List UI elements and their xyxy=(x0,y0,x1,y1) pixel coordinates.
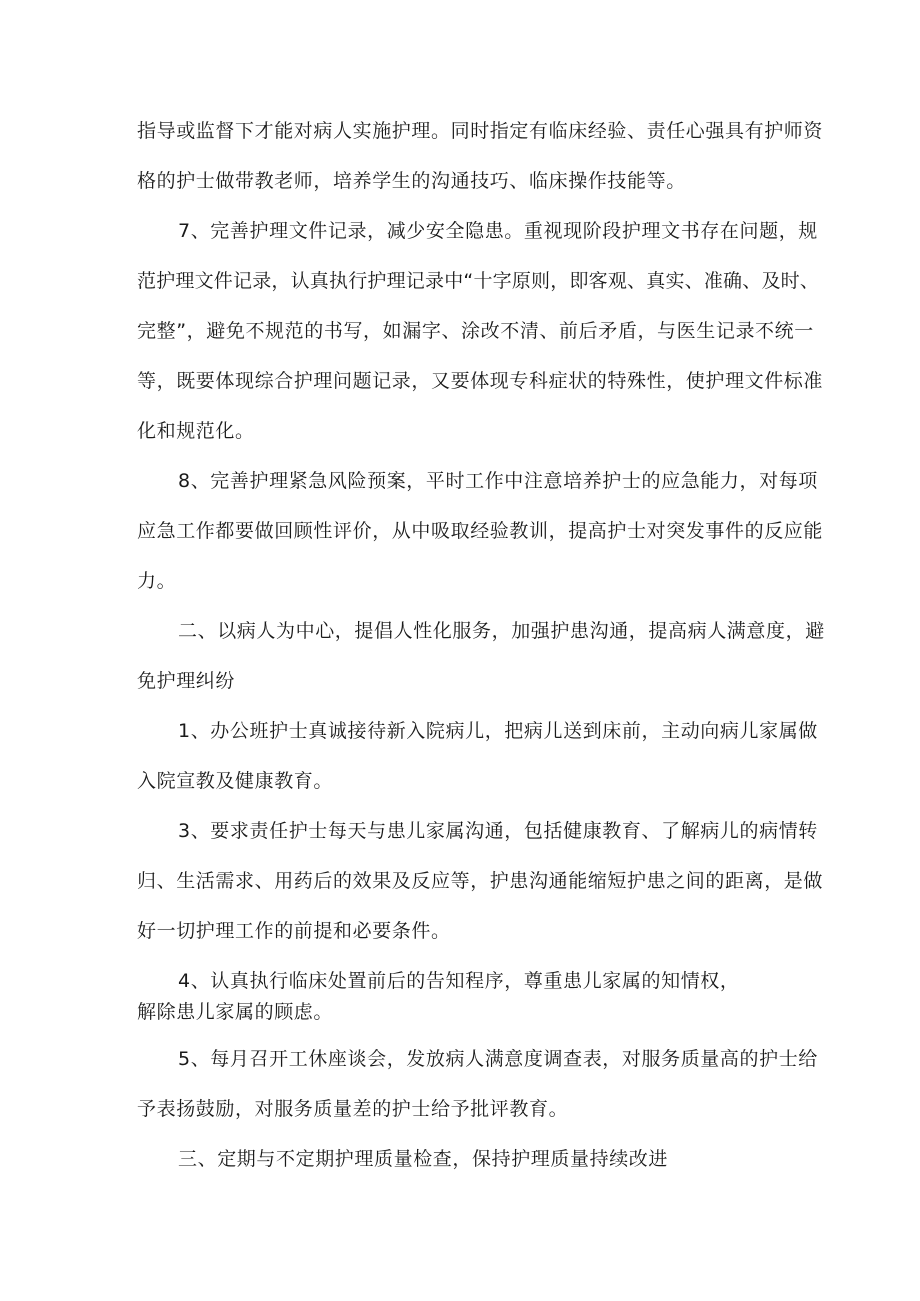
paragraph-5-line: 5、每月召开工休座谈会，发放病人满意度调查表，对服务质量高的护士给 xyxy=(178,1048,818,1070)
paragraph-7-line: 7、完善护理文件记录，减少安全隐患。重视现阶段护理文书存在问题，规 xyxy=(178,220,818,242)
text-line: 免护理纠纷 xyxy=(137,670,236,692)
text-line: 予表扬鼓励，对服务质量差的护士给予批评教育。 xyxy=(137,1098,569,1120)
paragraph-1-line: 1、办公班护士真诚接待新入院病儿，把病儿送到床前，主动向病儿家属做 xyxy=(178,720,818,742)
text-line: 应急工作都要做回顾性评价，从中吸取经验教训，提高护士对突发事件的反应能 xyxy=(137,520,824,542)
text-line: 等，既要体现综合护理问题记录，又要体现专科症状的特殊性，使护理文件标准 xyxy=(137,370,824,392)
text-line: 化和规范化。 xyxy=(137,420,255,442)
paragraph-3-line: 3、要求责任护士每天与患儿家属沟通，包括健康教育、了解病儿的病情转 xyxy=(178,820,818,842)
section-heading-3: 三、定期与不定期护理质量检查，保持护理质量持续改进 xyxy=(178,1148,669,1170)
text-line: 力。 xyxy=(137,570,177,592)
text-line: 完整”，避免不规范的书写，如漏字、涂改不清、前后矛盾，与医生记录不统一 xyxy=(137,320,814,342)
text-line: 归、生活需求、用药后的效果及反应等，护患沟通能缩短护患之间的距离，是做 xyxy=(137,870,824,892)
text-line: 范护理文件记录，认真执行护理记录中“十字原则，即客观、真实、准确、及时、 xyxy=(137,270,820,292)
text-line: 解除患儿家属的顾虑。 xyxy=(137,1001,334,1023)
text-line: 好一切护理工作的前提和必要条件。 xyxy=(137,920,451,942)
text-line: 格的护士做带教老师，培养学生的沟通技巧、临床操作技能等。 xyxy=(137,170,686,192)
section-heading-2: 二、以病人为中心，提倡人性化服务，加强护患沟通，提高病人满意度，避 xyxy=(178,620,825,642)
text-line: 入院宣教及健康教育。 xyxy=(137,770,334,792)
text-line: 指导或监督下才能对病人实施护理。同时指定有临床经验、责任心强具有护师资 xyxy=(137,120,824,142)
paragraph-8-line: 8、完善护理紧急风险预案，平时工作中注意培养护士的应急能力，对每项 xyxy=(178,470,818,492)
paragraph-4-line: 4、认真执行临床处置前后的告知程序，尊重患儿家属的知情权， xyxy=(178,970,740,992)
